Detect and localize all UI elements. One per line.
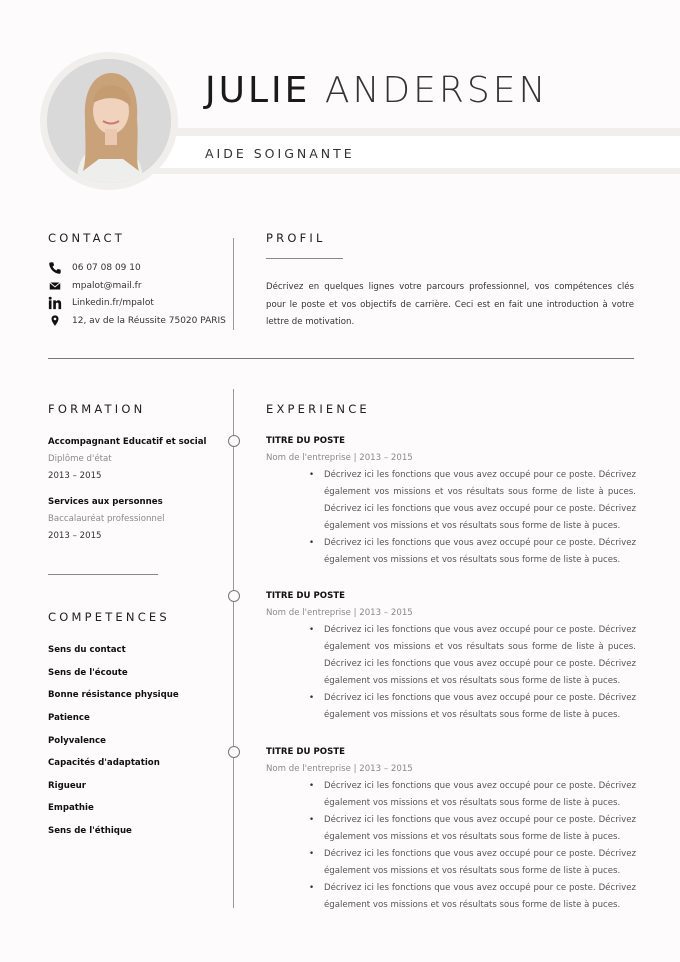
experience-bullet: • Décrivez ici les fonctions que vous avez occupé pour ce poste. Décrivez également vos missions et vos résultats sous forme de liste à puces. xyxy=(324,690,636,724)
profil-heading: PROFIL xyxy=(266,231,326,245)
timeline-line xyxy=(233,389,234,908)
experience-bullets xyxy=(324,778,636,914)
formation-diploma: Baccalauréat professionnel xyxy=(48,514,165,524)
email-address[interactable]: mpalot@mail.fr xyxy=(72,281,142,291)
skill-item: Empathie xyxy=(48,803,94,813)
formation-heading: FORMATION xyxy=(48,402,146,416)
experience-item xyxy=(266,433,636,569)
timeline-dot xyxy=(228,746,240,758)
last-name: ANDERSEN xyxy=(324,70,549,111)
formation-years: 2013 – 2015 xyxy=(48,471,102,481)
first-name: JULIE xyxy=(205,70,311,111)
experience-bullet: • Décrivez ici les fonctions que vous avez occupé pour ce poste. Décrivez également vos missions et vos résultats sous forme de liste à puces. Décrivez ici les fonctions que vous avez occupé pour ce poste. Décrivez également vos missions et vos résultats sous forme de liste à puces. xyxy=(324,467,636,535)
timeline-dot xyxy=(228,590,240,602)
linkedin-icon xyxy=(48,296,62,310)
experience-item xyxy=(266,588,636,724)
contact-divider xyxy=(233,238,234,330)
formation-underline xyxy=(48,574,158,575)
profile-photo xyxy=(47,59,171,183)
skill-item: Capacités d'adaptation xyxy=(48,758,160,768)
experience-company: Nom de l'entreprise | 2013 – 2015 xyxy=(266,764,413,774)
experience-bullets xyxy=(324,622,636,724)
job-title: AIDE SOIGNANTE xyxy=(205,146,355,161)
experience-title: TITRE DU POSTE xyxy=(266,436,346,446)
formation-title: Accompagnant Educatif et social xyxy=(48,437,207,447)
experience-title: TITRE DU POSTE xyxy=(266,747,346,757)
experience-bullet: • Décrivez ici les fonctions que vous avez occupé pour ce poste. Décrivez également vos missions et vos résultats sous forme de liste à puces. xyxy=(324,778,636,812)
phone-icon xyxy=(48,261,62,275)
contact-linkedin xyxy=(48,295,154,311)
experience-bullet: • Décrivez ici les fonctions que vous avez occupé pour ce poste. Décrivez également vos missions et vos résultats sous forme de liste à puces. xyxy=(324,880,636,914)
formation-years: 2013 – 2015 xyxy=(48,531,102,541)
timeline-dot xyxy=(228,435,240,447)
contact-email xyxy=(48,278,142,294)
experience-heading: EXPERIENCE xyxy=(266,402,370,416)
experience-item xyxy=(266,744,636,914)
skill-item: Sens de l'écoute xyxy=(48,668,128,678)
profil-underline xyxy=(266,258,343,259)
formation-item xyxy=(48,434,207,485)
experience-title: TITRE DU POSTE xyxy=(266,591,346,601)
phone-number: 06 07 08 09 10 xyxy=(72,263,141,273)
competences-heading: COMPETENCES xyxy=(48,610,170,624)
envelope-icon xyxy=(48,279,62,293)
experience-company: Nom de l'entreprise | 2013 – 2015 xyxy=(266,453,413,463)
section-divider xyxy=(48,358,634,359)
experience-company: Nom de l'entreprise | 2013 – 2015 xyxy=(266,608,413,618)
postal-address: 12, av de la Réussite 75020 PARIS xyxy=(72,316,226,326)
full-name xyxy=(205,70,548,111)
skill-item: Sens de l'éthique xyxy=(48,826,132,836)
formation-title: Services aux personnes xyxy=(48,497,163,507)
formation-diploma: Diplôme d'état xyxy=(48,454,112,464)
portrait-illustration xyxy=(47,59,171,183)
experience-bullet: • Décrivez ici les fonctions que vous avez occupé pour ce poste. Décrivez également vos missions et vos résultats sous forme de liste à puces. xyxy=(324,812,636,846)
location-pin-icon xyxy=(48,314,62,328)
skill-item: Sens du contact xyxy=(48,645,126,655)
experience-bullets xyxy=(324,467,636,569)
skill-item: Bonne résistance physique xyxy=(48,690,179,700)
skill-item: Polyvalence xyxy=(48,736,106,746)
profil-text: Décrivez en quelques lignes votre parcours professionnel, vos compétences clés pour le poste et vos objectifs de carrière. Ceci est en fait une introduction à votre lettre de motivation. xyxy=(266,282,634,327)
experience-bullet: • Décrivez ici les fonctions que vous avez occupé pour ce poste. Décrivez également vos missions et vos résultats sous forme de liste à puces. Décrivez ici les fonctions que vous avez occupé pour ce poste. Décrivez également vos missions et vos résultats sous forme de liste à puces. xyxy=(324,622,636,690)
experience-bullet: • Décrivez ici les fonctions que vous avez occupé pour ce poste. Décrivez également vos missions et vos résultats sous forme de liste à puces. xyxy=(324,846,636,880)
skill-item: Patience xyxy=(48,713,90,723)
contact-phone xyxy=(48,260,141,276)
linkedin-url[interactable]: Linkedin.fr/mpalot xyxy=(72,298,154,308)
contact-address xyxy=(48,313,226,329)
contact-heading: CONTACT xyxy=(48,231,125,245)
formation-item xyxy=(48,494,165,545)
skill-item: Rigueur xyxy=(48,781,87,791)
experience-bullet: • Décrivez ici les fonctions que vous avez occupé pour ce poste. Décrivez également vos missions et vos résultats sous forme de liste à puces. xyxy=(324,535,636,569)
